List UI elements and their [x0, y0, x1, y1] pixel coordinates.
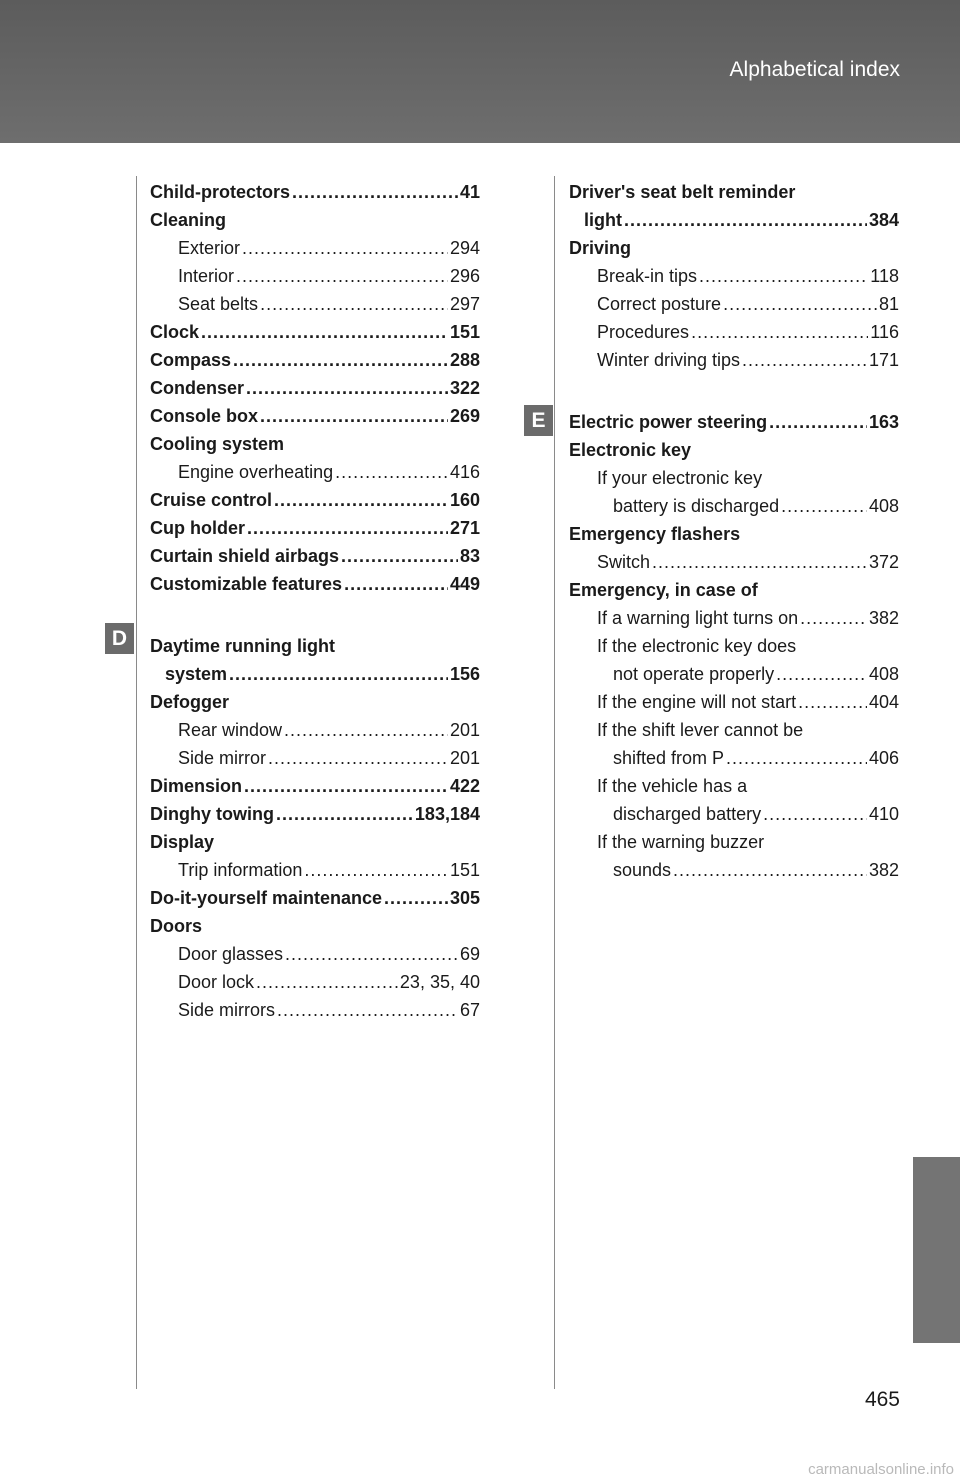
section-tab-d: D [105, 623, 134, 654]
index-entry: Cruise control ..... 160 [150, 486, 480, 514]
index-heading: Emergency, in case of [569, 580, 758, 600]
index-subentry: Winter driving tips ..... 171 [569, 346, 899, 374]
index-subentry: shifted from P ..... 406 [569, 744, 899, 772]
index-entry: Clock ..... 151 [150, 318, 480, 346]
index-subentry: If the engine will not start ..... 404 [569, 688, 899, 716]
index-subentry: Seat belts ..... 297 [150, 290, 480, 318]
index-heading: Driving [569, 238, 632, 258]
page-number: 465 [864, 1388, 900, 1411]
column-rule-left [136, 176, 137, 1389]
index-subentry: discharged battery ..... 410 [569, 800, 899, 828]
index-heading: Cooling system [150, 434, 285, 454]
index-heading: Doors [150, 916, 203, 936]
index-heading: Daytime running light [150, 636, 336, 656]
index-heading: Cleaning [150, 210, 227, 230]
index-heading: Display [150, 832, 215, 852]
index-subentry-line: If the shift lever cannot be [597, 720, 804, 740]
index-subentry-line: If the warning buzzer [597, 832, 765, 852]
index-subentry: not operate properly ..... 408 [569, 660, 899, 688]
index-subentry: Interior ..... 296 [150, 262, 480, 290]
index-subentry: If a warning light turns on ..... 382 [569, 604, 899, 632]
chapter-side-tab [913, 1157, 960, 1343]
index-subentry: Door glasses ..... 69 [150, 940, 480, 968]
index-subentry: Door lock ..... 23, 35, 40 [150, 968, 480, 996]
index-subentry: Procedures ..... 116 [569, 318, 899, 346]
index-column-right [569, 178, 899, 884]
index-subentry-line: If the electronic key does [597, 636, 797, 656]
section-tab-e: E [524, 405, 553, 436]
index-entry: Electric power steering ..... 163 [569, 408, 899, 436]
index-entry: Compass ..... 288 [150, 346, 480, 374]
header-title: Alphabetical index [729, 58, 900, 81]
watermark: carmanualsonline.info [808, 1461, 954, 1478]
page-header [0, 0, 960, 143]
index-subentry: Switch ..... 372 [569, 548, 899, 576]
index-heading: Driver's seat belt reminder [569, 182, 796, 202]
index-entry: Console box ..... 269 [150, 402, 480, 430]
index-subentry: Trip information ..... 151 [150, 856, 480, 884]
index-entry: system ..... 156 [150, 660, 480, 688]
index-subentry-line: If the vehicle has a [597, 776, 748, 796]
index-entry: Dimension ..... 422 [150, 772, 480, 800]
index-subentry: Engine overheating ..... 416 [150, 458, 480, 486]
index-entry: Condenser ..... 322 [150, 374, 480, 402]
index-entry: Dinghy towing ..... 183,184 [150, 800, 480, 828]
index-entry: Child-protectors ..... 41 [150, 178, 480, 206]
index-subentry: Side mirror ..... 201 [150, 744, 480, 772]
index-entry: Customizable features ..... 449 [150, 570, 480, 598]
column-rule-right [554, 176, 555, 1389]
index-subentry: Exterior ..... 294 [150, 234, 480, 262]
index-subentry-line: If your electronic key [597, 468, 763, 488]
index-entry: light ..... 384 [569, 206, 899, 234]
index-subentry: Side mirrors ..... 67 [150, 996, 480, 1024]
index-heading: Electronic key [569, 440, 692, 460]
index-subentry: Break-in tips ..... 118 [569, 262, 899, 290]
index-entry: Do-it-yourself maintenance ..... 305 [150, 884, 480, 912]
index-subentry: sounds ..... 382 [569, 856, 899, 884]
index-column-left [150, 178, 480, 1024]
index-subentry: battery is discharged ..... 408 [569, 492, 899, 520]
index-heading: Emergency flashers [569, 524, 741, 544]
index-subentry: Rear window ..... 201 [150, 716, 480, 744]
index-entry: Cup holder ..... 271 [150, 514, 480, 542]
index-heading: Defogger [150, 692, 230, 712]
index-entry: Curtain shield airbags ..... 83 [150, 542, 480, 570]
index-subentry: Correct posture ..... 81 [569, 290, 899, 318]
